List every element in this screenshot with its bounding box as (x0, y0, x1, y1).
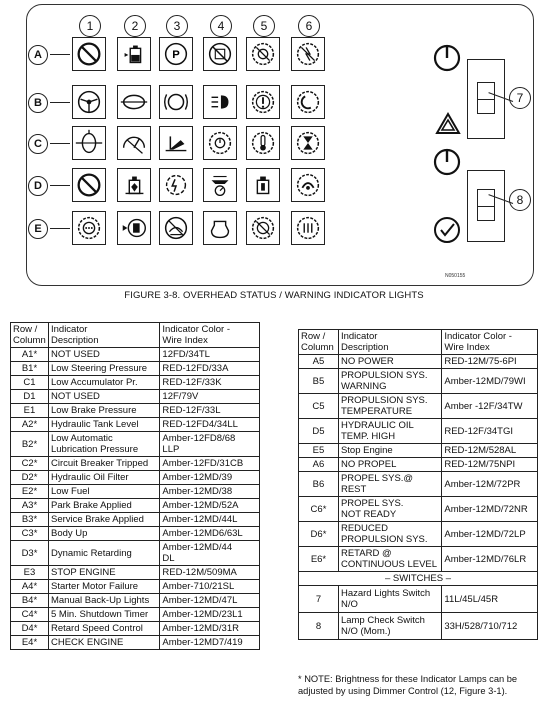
power-icon (432, 147, 462, 182)
description-cell: PROPULSION SYS. TEMPERATURE (338, 394, 441, 419)
no-symbol-icon (73, 38, 105, 70)
indicator-lamp-e3 (159, 211, 193, 245)
wire-index-cell: Amber-12MD6/63L (160, 527, 260, 541)
check-engine-icon (204, 212, 236, 244)
row-column-cell: C3* (11, 527, 49, 541)
description-cell: Hydraulic Tank Level (48, 418, 159, 432)
row-column-cell: A3* (11, 499, 49, 513)
switch-wire-index-cell: 11L/45L/45R (442, 586, 538, 613)
table-row (11, 390, 260, 404)
indicator-lamp-b1 (72, 85, 106, 119)
no-power-icon (292, 38, 324, 70)
description-cell: REDUCED PROPULSION SYS. (338, 522, 441, 547)
figure-code: N050155 (445, 273, 466, 279)
indicator-lamp-d2 (117, 168, 151, 202)
row-letter-c: C (28, 134, 48, 154)
switch-row (299, 613, 538, 640)
row-letter-e: E (28, 219, 48, 239)
rocker-divider (478, 99, 494, 100)
reduced-propulsion-icon (292, 212, 324, 244)
wire-index-cell: Amber-12MD/31R (160, 622, 260, 636)
indicator-lamp-a6 (291, 37, 325, 71)
wire-index-cell: Amber-12FD/31CB (160, 457, 260, 471)
row-pointer (50, 143, 70, 144)
propel-not-ready-icon (292, 169, 324, 201)
row-letter-b: B (28, 93, 48, 113)
power-icon (432, 43, 462, 78)
description-cell: NOT USED (48, 348, 159, 362)
wire-index-cell: Amber-12MD/23L1 (160, 608, 260, 622)
wire-index-cell: RED-12M/75-6PI (442, 355, 538, 369)
indicator-lamp-d6 (291, 168, 325, 202)
row-column-cell: D1 (11, 390, 49, 404)
row-column-cell: D6* (299, 522, 339, 547)
row-column-cell: E2* (11, 485, 49, 499)
description-cell: Body Up (48, 527, 159, 541)
table-row (11, 485, 260, 499)
oil-temp-icon (247, 169, 279, 201)
row-column-cell: A1* (11, 348, 49, 362)
row-letter-a: A (28, 45, 48, 65)
wire-index-cell: Amber-12MD/72NR (442, 497, 538, 522)
table-row (11, 499, 260, 513)
row-column-cell: E3 (11, 566, 49, 580)
description-cell: NO POWER (338, 355, 441, 369)
wire-index-cell: Amber-12MD/52A (160, 499, 260, 513)
description-cell: Stop Engine (338, 444, 441, 458)
row-column-cell: C5 (299, 394, 339, 419)
body-up-icon (160, 127, 192, 159)
table-row (299, 522, 538, 547)
rocker-divider (478, 206, 494, 207)
description-cell: PROPEL SYS.@ REST (338, 472, 441, 497)
table-row (11, 527, 260, 541)
no-symbol-icon (73, 169, 105, 201)
row-pointer (50, 54, 70, 55)
hydraulic-tank-icon (118, 38, 150, 70)
row-column-cell: E1 (11, 404, 49, 418)
row-column-cell: C6* (299, 497, 339, 522)
row-column-cell: A5 (299, 355, 339, 369)
wire-index-cell: RED-12F/33L (160, 404, 260, 418)
table-row (11, 471, 260, 485)
table-row (299, 497, 538, 522)
table-row (11, 636, 260, 650)
description-cell: 5 Min. Shutdown Timer (48, 608, 159, 622)
switches-section-row (299, 572, 538, 586)
wire-index-cell: Amber-12MD/39 (160, 471, 260, 485)
wire-index-cell: 12F/79V (160, 390, 260, 404)
wire-index-cell: RED-12M/528AL (442, 444, 538, 458)
table-row (11, 432, 260, 457)
wire-index-cell: Amber-12MD7/419 (160, 636, 260, 650)
indicator-lamp-a4 (203, 37, 237, 71)
wire-index-cell: Amber-12MD/38 (160, 485, 260, 499)
figure-caption: FIGURE 3-8. OVERHEAD STATUS / WARNING INDICATOR LIGHTS (124, 290, 424, 301)
wire-index-cell: RED-12FD4/34LL (160, 418, 260, 432)
row-column-cell: D3* (11, 541, 49, 566)
table-header-row (11, 323, 260, 348)
row-column-cell: C1 (11, 376, 49, 390)
wire-index-cell: Amber-710/21SL (160, 580, 260, 594)
row-column-cell: A2* (11, 418, 49, 432)
table-row (11, 622, 260, 636)
indicator-lamp-b5 (246, 85, 280, 119)
hydraulic-filter-icon (118, 169, 150, 201)
row-pointer (50, 228, 70, 229)
table-row (11, 541, 260, 566)
column-number-4: 4 (210, 15, 232, 37)
description-cell: Low Accumulator Pr. (48, 376, 159, 390)
column-number-1: 1 (79, 15, 101, 37)
table-row (299, 369, 538, 394)
wire-index-header: Indicator Color - Wire Index (160, 323, 260, 348)
propulsion-warning-icon (247, 86, 279, 118)
description-cell: Park Brake Applied (48, 499, 159, 513)
row-column-cell: B1* (11, 362, 49, 376)
wire-index-cell: Amber-12MD/44L (160, 513, 260, 527)
description-cell: NOT USED (48, 390, 159, 404)
temperature-icon (247, 127, 279, 159)
indicator-lamp-e1 (72, 211, 106, 245)
table-row (11, 580, 260, 594)
timer-icon (204, 127, 236, 159)
left-indicator-table (10, 322, 260, 650)
indicator-lamp-d1 (72, 168, 106, 202)
description-cell: Low Steering Pressure (48, 362, 159, 376)
service-brake-icon (160, 86, 192, 118)
starter-failure-icon (247, 212, 279, 244)
indicator-lamp-e4 (203, 211, 237, 245)
row-letter-d: D (28, 176, 48, 196)
indicator-lamp-b6 (291, 85, 325, 119)
description-cell: Dynamic Retarding (48, 541, 159, 566)
description-cell: Low Automatic Lubrication Pressure (48, 432, 159, 457)
table-row (11, 348, 260, 362)
indicator-lamp-b3 (159, 85, 193, 119)
hazard-triangle-icon (435, 111, 461, 140)
propel-rest-icon (247, 38, 279, 70)
table-header-row (299, 330, 538, 355)
table-row (11, 418, 260, 432)
svg-text:P: P (172, 49, 180, 62)
description-cell: Retard Speed Control (48, 622, 159, 636)
row-column-cell: D2* (11, 471, 49, 485)
table-row (11, 513, 260, 527)
indicator-lamp-d3 (159, 168, 193, 202)
steering-wheel-icon (73, 86, 105, 118)
column-number-2: 2 (124, 15, 146, 37)
row-column-cell: B5 (299, 369, 339, 394)
wire-index-cell: RED-12M/75NPI (442, 458, 538, 472)
indicator-lamp-c3 (159, 126, 193, 160)
row-pointer (50, 185, 70, 186)
description-cell: STOP ENGINE (48, 566, 159, 580)
description-cell: Service Brake Applied (48, 513, 159, 527)
lubrication-icon (118, 86, 150, 118)
description-cell: HYDRAULIC OIL TEMP. HIGH (338, 419, 441, 444)
row-pointer (50, 102, 70, 103)
wire-index-cell: Amber -12F/34TW (442, 394, 538, 419)
description-cell: Manual Back-Up Lights (48, 594, 159, 608)
table-row (299, 394, 538, 419)
row-column-cell: E6* (299, 547, 339, 572)
row-column-cell: E5 (299, 444, 339, 458)
description-cell: CHECK ENGINE (48, 636, 159, 650)
dimmer-note: * NOTE: Brightness for these Indicator Lamps can be adjusted by using Dimmer Control (12, Figure 3-1). (298, 674, 518, 696)
switch-rocker[interactable] (477, 82, 495, 114)
row-column-cell: B6 (299, 472, 339, 497)
description-cell: NO PROPEL (338, 458, 441, 472)
description-header: Indicator Description (48, 323, 159, 348)
description-cell: PROPEL SYS. NOT READY (338, 497, 441, 522)
wire-index-cell: RED-12M/509MA (160, 566, 260, 580)
table-row (11, 608, 260, 622)
switch-callout-8: 8 (509, 189, 531, 211)
indicator-lamp-c2 (117, 126, 151, 160)
wire-index-cell: Amber-12MD/47L (160, 594, 260, 608)
wire-index-cell: Amber-12M/72PR (442, 472, 538, 497)
table-row (299, 547, 538, 572)
indicator-lamp-e5 (246, 211, 280, 245)
wire-index-cell: Amber-12MD/44 DL (160, 541, 260, 566)
column-number-6: 6 (298, 15, 320, 37)
description-cell: RETARD @ CONTINUOUS LEVEL (338, 547, 441, 572)
indicator-lamp-a2 (117, 37, 151, 71)
wire-index-cell: RED-12F/34TGI (442, 419, 538, 444)
description-cell: Low Fuel (48, 485, 159, 499)
table-row (299, 458, 538, 472)
row-column-cell: D4* (11, 622, 49, 636)
column-number-3: 3 (166, 15, 188, 37)
low-fuel-icon (118, 212, 150, 244)
wire-index-header: Indicator Color - Wire Index (442, 330, 538, 355)
switch-wire-index-cell: 33H/528/710/712 (442, 613, 538, 640)
retard-continuous-icon (292, 86, 324, 118)
hazard-lights-switch[interactable] (467, 59, 505, 139)
park-brake-icon (160, 38, 192, 70)
indicator-lamp-a3 (159, 37, 193, 71)
indicator-lamp-c1 (72, 126, 106, 160)
accumulator-icon (73, 127, 105, 159)
manual-backup-icon (160, 212, 192, 244)
table-row (299, 355, 538, 369)
table-row (299, 419, 538, 444)
table-row (299, 444, 538, 458)
retard-speed-icon (204, 169, 236, 201)
hourglass-icon (292, 127, 324, 159)
indicator-panel (26, 4, 534, 286)
description-cell: PROPULSION SYS. WARNING (338, 369, 441, 394)
wire-index-cell: RED-12F/33K (160, 376, 260, 390)
dynamic-retard-icon (118, 127, 150, 159)
switch-description-cell: Lamp Check Switch N/O (Mom.) (338, 613, 441, 640)
table-row (11, 362, 260, 376)
wire-index-cell: Amber-12FD8/68 LLP (160, 432, 260, 457)
row-column-cell: C2* (11, 457, 49, 471)
indicator-lamp-e2 (117, 211, 151, 245)
indicator-lamp-c6 (291, 126, 325, 160)
switch-number-cell: 7 (299, 586, 339, 613)
row-column-cell: D5 (299, 419, 339, 444)
switch-number-cell: 8 (299, 613, 339, 640)
indicator-lamp-d5 (246, 168, 280, 202)
wire-index-cell: RED-12FD/33A (160, 362, 260, 376)
no-propel-icon (204, 38, 236, 70)
table-row (11, 457, 260, 471)
wire-index-cell: 12FD/34TL (160, 348, 260, 362)
row-column-cell: A6 (299, 458, 339, 472)
column-number-5: 5 (253, 15, 275, 37)
switch-row (299, 586, 538, 613)
description-cell: Starter Motor Failure (48, 580, 159, 594)
row-column-cell: B4* (11, 594, 49, 608)
description-cell: Hydraulic Oil Filter (48, 471, 159, 485)
indicator-lamp-d4 (203, 168, 237, 202)
row-column-cell: E4* (11, 636, 49, 650)
low-brake-icon (204, 86, 236, 118)
table-row (299, 472, 538, 497)
switch-description-cell: Hazard Lights Switch N/O (338, 586, 441, 613)
row-column-cell: A4* (11, 580, 49, 594)
description-cell: Circuit Breaker Tripped (48, 457, 159, 471)
row-column-cell: C4* (11, 608, 49, 622)
row-column-cell: B2* (11, 432, 49, 457)
switch-callout-7: 7 (509, 87, 531, 109)
wire-index-cell: Amber-12MD/76LR (442, 547, 538, 572)
row-column-header: Row / Column (11, 323, 49, 348)
row-column-header: Row / Column (299, 330, 339, 355)
indicator-lamp-b2 (117, 85, 151, 119)
indicator-lamp-c5 (246, 126, 280, 160)
check-mark-icon (432, 215, 462, 250)
wire-index-cell: Amber-12MD/72LP (442, 522, 538, 547)
table-row (11, 376, 260, 390)
table-row (11, 404, 260, 418)
indicator-lamp-b4 (203, 85, 237, 119)
breaker-icon (160, 169, 192, 201)
switch-rocker[interactable] (477, 189, 495, 221)
indicator-lamp-c4 (203, 126, 237, 160)
switches-label: – SWITCHES – (299, 572, 538, 586)
stop-icon (73, 212, 105, 244)
indicator-lamp-e6 (291, 211, 325, 245)
description-cell: Low Brake Pressure (48, 404, 159, 418)
wire-index-cell: Amber-12MD/79WI (442, 369, 538, 394)
lamp-check-switch[interactable] (467, 170, 505, 242)
indicator-lamp-a5 (246, 37, 280, 71)
description-header: Indicator Description (338, 330, 441, 355)
right-indicator-table (298, 329, 538, 640)
indicator-lamp-a1 (72, 37, 106, 71)
table-row (11, 594, 260, 608)
table-row (11, 566, 260, 580)
row-column-cell: B3* (11, 513, 49, 527)
